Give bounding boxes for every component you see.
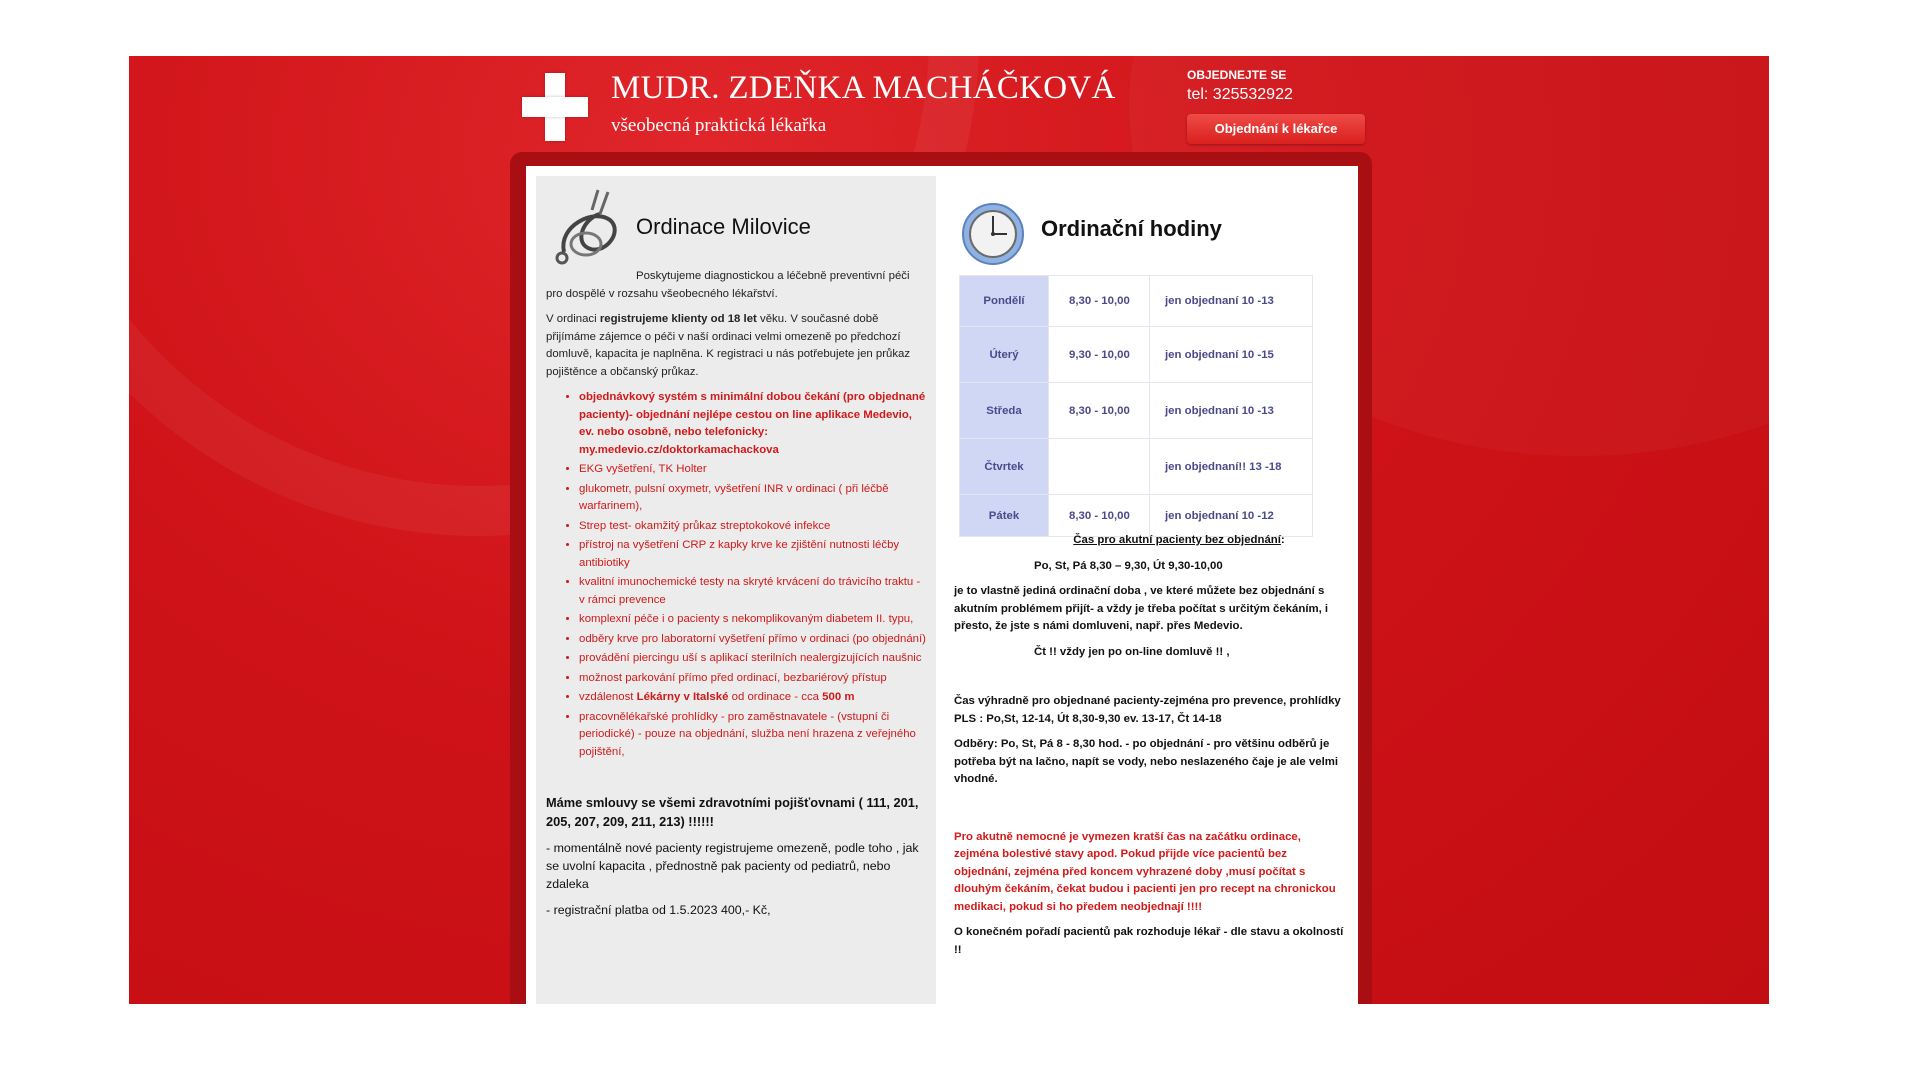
appointment-cell: jen objednaní 10 -15 xyxy=(1150,327,1313,383)
page-header-background xyxy=(129,56,1769,1004)
list-item: • glukometr, pulsní oxymetr, vyšetření INR v ordinaci ( při léčbě warfarinem), xyxy=(579,481,926,516)
time-cell xyxy=(1049,439,1150,495)
day-cell: Pátek xyxy=(960,495,1049,537)
day-cell: Středa xyxy=(960,383,1049,439)
time-cell: 8,30 - 10,00 xyxy=(1049,276,1150,327)
acute-heading: Čas pro akutní pacienty bez objednání: xyxy=(1073,534,1285,546)
list-item: • pracovnělékařské prohlídky - pro zaměstnavatele - (vstupní či periodické) - pouze na objednání, služba není hrazena z veřejného pojištění, xyxy=(579,709,926,762)
list-item[interactable]: • objednávkový systém s minimální dobou čekání (pro objednané pacienty)- objednání nejlépe cestou on line aplikace Medevio, ev. nebo osobně, nebo telefonicky: my.medevio.cz/doktorkamachackova xyxy=(579,389,926,459)
office-hours-table xyxy=(959,275,1313,537)
stethoscope-icon xyxy=(554,186,622,272)
right-text xyxy=(954,532,1344,967)
left-text xyxy=(546,268,926,927)
list-item: • odběry krve pro laboratorní vyšetření přímo v ordinaci (po objednání) xyxy=(579,631,926,649)
list-item: • přístroj na vyšetření CRP z kapky krve ke zjištění nutnosti léčby antibiotiky xyxy=(579,537,926,572)
table-row xyxy=(960,383,1313,439)
site-title[interactable]: MUDR. ZDEŇKA MACHÁČKOVÁ xyxy=(611,70,1116,106)
appointment-cell: jen objednaní 10 -13 xyxy=(1150,383,1313,439)
order-button[interactable]: Objednání k lékařce xyxy=(1187,114,1365,144)
blood-draw-info: Odběry: Po, St, Pá 8 - 8,30 hod. - po objednání - pro většinu odběrů je potřeba být na lačno, napít se vody, nebo neslazeného čaje je ale velmi vhodné. xyxy=(954,738,1339,785)
left-title: Ordinace Milovice xyxy=(636,214,811,239)
services-list xyxy=(546,389,926,761)
list-item: • provádění piercingu uší s aplikací sterilních nealergizujících naušnic xyxy=(579,650,926,668)
time-cell: 9,30 - 10,00 xyxy=(1049,327,1150,383)
list-item: • komplexní péče i o pacienty s nekomplikovaným diabetem II. typu, xyxy=(579,611,926,629)
content-panel xyxy=(526,166,1358,1004)
acute-text: je to vlastně jediná ordinační doba , ve které můžete bez objednání s akutním problémem přijít- a vždy je třeba počítat s určitým čekáním, i přesto, že jste s námi domluveni, např. přes Medevio. xyxy=(954,585,1329,632)
time-cell: 8,30 - 10,00 xyxy=(1049,383,1150,439)
final-note: O konečném pořadí pacientů pak rozhoduje lékař - dle stavu a okolností !! xyxy=(954,926,1344,956)
list-item: • vzdálenost Lékárny v Italské od ordinace - cca 500 m xyxy=(579,689,926,707)
registration-fee: - registrační platba od 1.5.2023 400,- Kč, xyxy=(546,903,771,917)
table-row xyxy=(960,276,1313,327)
day-cell: Úterý xyxy=(960,327,1049,383)
site-subtitle: všeobecná praktická lékařka xyxy=(611,115,827,136)
list-item: • EKG vyšetření, TK Holter xyxy=(579,461,926,479)
acute-sick-info: Pro akutně nemocné je vymezen kratší čas na začátku ordinace, zejména bolestivé stavy apod. Pokud přijde více pacientů bez objednání, zejména před koncem vyhrazené doby ,musí počítat s dlouhým čekáním, čekat budou i pacienti jen pro recept na chronickou medikaci, pokud si ho předem neobjednají !!!! xyxy=(954,830,1336,913)
left-column xyxy=(536,176,936,1004)
right-column xyxy=(951,166,1351,1004)
order-phone: tel: 325532922 xyxy=(1187,86,1293,103)
table-row xyxy=(960,327,1313,383)
appointment-cell: jen objednaní 10 -12 xyxy=(1150,495,1313,537)
list-item: • možnost parkování přímo před ordinací, bezbariérový přístup xyxy=(579,670,926,688)
appointment-cell: jen objednaní!! 13 -18 xyxy=(1150,439,1313,495)
medical-cross-icon xyxy=(522,73,588,141)
order-heading: OBJEDNEJTE SE xyxy=(1187,68,1287,82)
reserved-time: Čas výhradně pro objednané pacienty-zejména pro prevence, prohlídky PLS : Po,St, 12-14, Út 8,30-9,30 ev. 13-17, Čt 14-18 xyxy=(954,695,1341,725)
time-cell: 8,30 - 10,00 xyxy=(1049,495,1150,537)
insurance-contracts: Máme smlouvy se všemi zdravotními pojišťovnami ( 111, 201, 205, 207, 209, 211, 213) !!!!!! xyxy=(546,795,919,829)
list-item: • kvalitní imunochemické testy na skryté krvácení do trávicího traktu - v rámci prevence xyxy=(579,574,926,609)
day-cell: Čtvrtek xyxy=(960,439,1049,495)
day-cell: Pondělí xyxy=(960,276,1049,327)
registration-text: V ordinaci registrujeme klienty od 18 let věku. V současné době přijímáme zájemce o péči v naší ordinaci velmi omezeně po předchozí domluvě, kapacita je naplněna. K registraci u nás potřebujete jen průkaz pojištěnce a občanský průkaz. xyxy=(546,313,911,378)
intro-text: Poskytujeme diagnostickou a léčebně preventivní péči pro dospělé v rozsahu všeobecného lékařství. xyxy=(546,270,910,300)
right-title: Ordinační hodiny xyxy=(1041,216,1222,241)
appointment-cell: jen objednaní 10 -13 xyxy=(1150,276,1313,327)
table-row xyxy=(960,439,1313,495)
table-row xyxy=(960,495,1313,537)
registration-note: - momentálně nové pacienty registrujeme omezeně, podle toho , jak se uvolní kapacita , přednostně pak pacienty od pediatrů, nebo zdaleka xyxy=(546,841,919,891)
thursday-note: Čt !! vždy jen po on-line domluvě !! , xyxy=(1034,645,1230,658)
clock-icon xyxy=(961,202,1025,266)
list-item: • Strep test- okamžitý průkaz streptokokové infekce xyxy=(579,518,926,536)
acute-times: Po, St, Pá 8,30 – 9,30, Út 9,30-10,00 xyxy=(1034,559,1223,572)
